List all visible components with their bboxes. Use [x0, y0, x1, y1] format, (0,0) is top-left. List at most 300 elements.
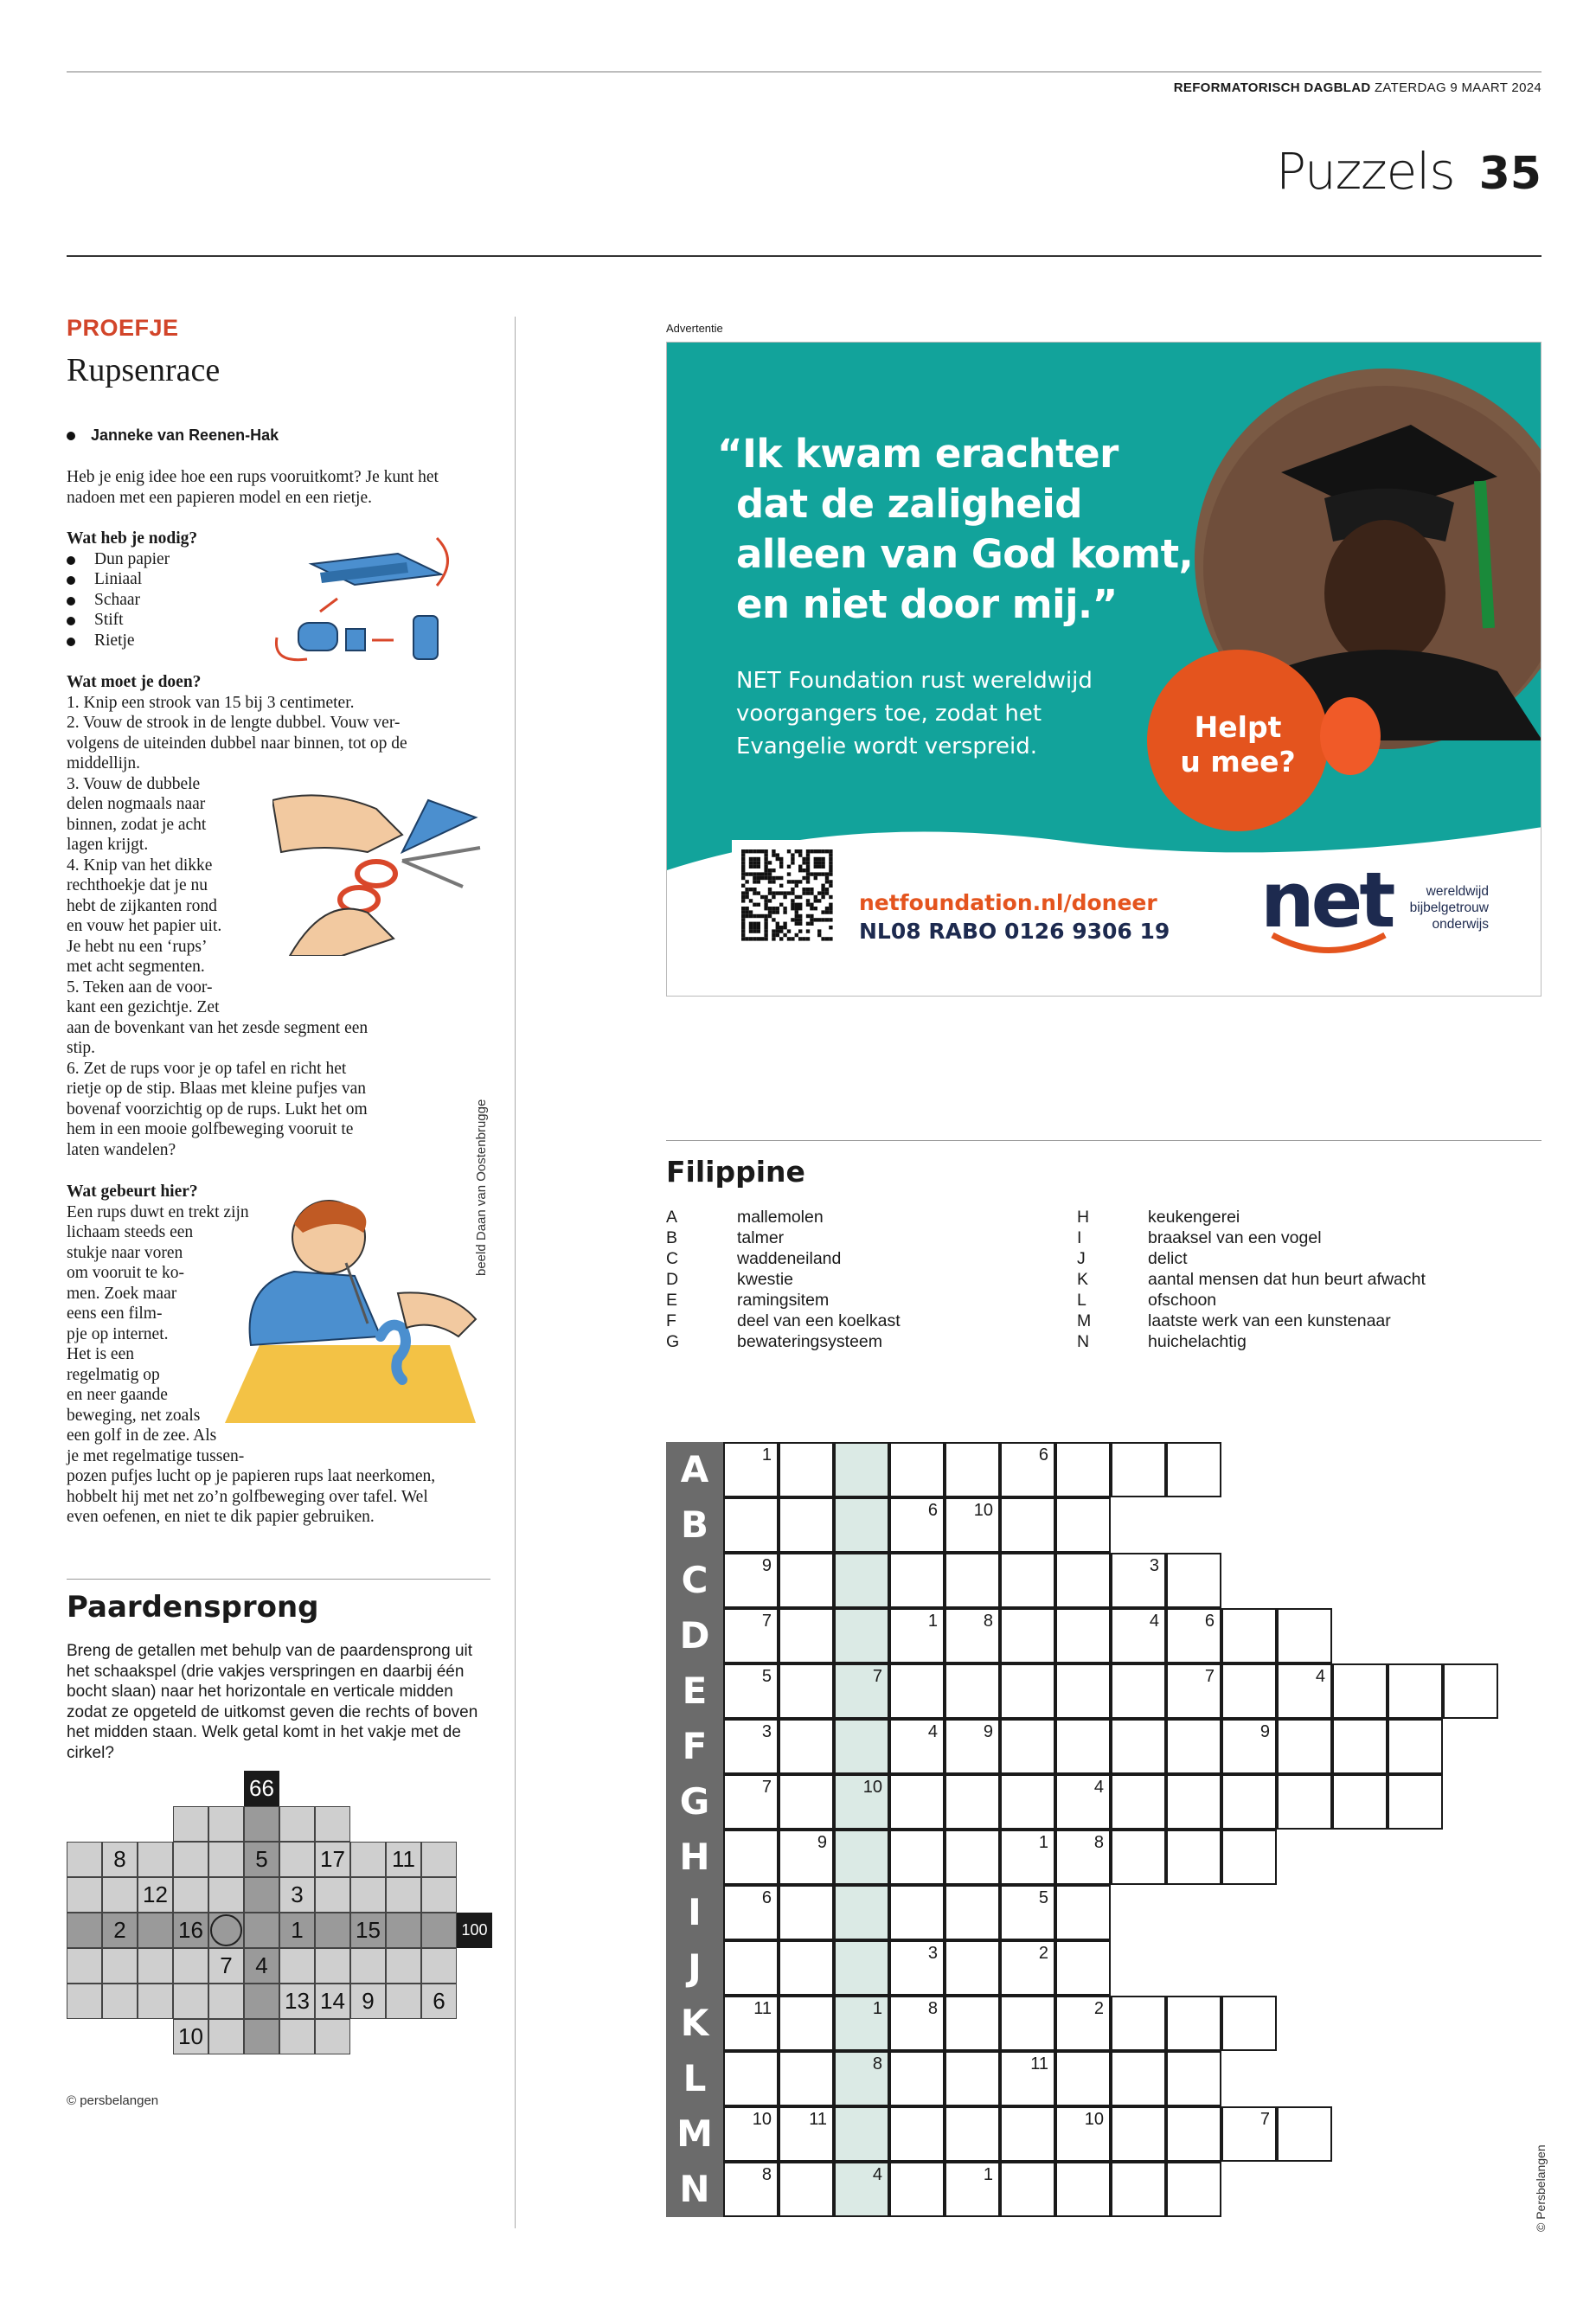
top-target: 66: [244, 1771, 279, 1806]
crossword-cell[interactable]: [834, 1553, 889, 1608]
explain-line: en neer gaande: [67, 1386, 168, 1404]
knight-cell[interactable]: [315, 1948, 350, 1984]
knight-cell[interactable]: 15: [350, 1913, 386, 1948]
crossword-cell[interactable]: [1111, 1830, 1166, 1885]
cell-number: 8: [761, 2165, 772, 2184]
knight-cell[interactable]: [244, 1913, 279, 1948]
crossword-cell[interactable]: [1166, 1608, 1221, 1663]
clue-letter: A: [666, 1208, 678, 1227]
clue-text: deel van een koelkast: [737, 1311, 901, 1330]
step-line: 5. Teken aan de voor-: [67, 977, 213, 997]
explain-line: beweging, net zoals: [67, 1406, 201, 1425]
row-label: E: [666, 1663, 723, 1719]
crossword-cell[interactable]: [1055, 1996, 1111, 2051]
clue-letter: C: [666, 1249, 679, 1268]
crossword-cell[interactable]: [1000, 1830, 1055, 1885]
crossword-cell[interactable]: [834, 1497, 889, 1553]
knight-cell[interactable]: 5: [244, 1842, 279, 1877]
knight-cell[interactable]: [279, 1842, 315, 1877]
crossword-cell[interactable]: [1166, 1663, 1221, 1719]
crossword-cell[interactable]: [889, 1830, 945, 1885]
knight-cell[interactable]: [386, 1984, 421, 2019]
knight-cell[interactable]: [421, 1877, 457, 1913]
crossword-cell[interactable]: [779, 1497, 834, 1553]
explain-line: men. Zoek maar: [67, 1284, 177, 1303]
knight-cell[interactable]: 11: [386, 1842, 421, 1877]
crossword-cell[interactable]: [723, 1553, 779, 1608]
cell-number: 4: [1315, 1667, 1325, 1686]
knight-cell[interactable]: 14: [315, 1984, 350, 2019]
crossword-cell[interactable]: [1221, 1663, 1277, 1719]
crossword-cell[interactable]: [945, 1663, 1000, 1719]
crossword-cell[interactable]: [1000, 2106, 1055, 2162]
knight-cell[interactable]: [421, 1913, 457, 1948]
crossword-cell[interactable]: [1111, 2106, 1166, 2162]
step-line: middellijn.: [67, 754, 141, 772]
crossword-cell[interactable]: [779, 1608, 834, 1663]
tagline-line: bijbelgetrouw: [1409, 901, 1489, 915]
steps-title: Wat moet je doen?: [67, 673, 202, 691]
column-divider: [515, 317, 516, 2228]
crossword-cell[interactable]: [834, 1608, 889, 1663]
boy-illustration: [225, 1189, 484, 1436]
net-tagline: [1394, 883, 1489, 933]
clue-text: waddeneiland: [737, 1249, 842, 1268]
crossword-cell[interactable]: [1277, 2106, 1332, 2162]
crossword-cell[interactable]: [723, 1608, 779, 1663]
page-heading: [1276, 142, 1542, 201]
cell-number: 11: [753, 1999, 772, 2018]
crossword-cell[interactable]: [834, 1885, 889, 1940]
answer-circle[interactable]: [210, 1914, 242, 1946]
explain-line: stukje naar voren: [67, 1243, 183, 1262]
knight-cell[interactable]: [208, 1842, 244, 1877]
row-label: G: [666, 1774, 723, 1830]
net-logo: net: [1260, 856, 1393, 945]
crossword-cell[interactable]: [889, 1442, 945, 1497]
crossword-cell[interactable]: [889, 2106, 945, 2162]
step-line: bovenaf voorzichtig op de rups. Lukt het om: [67, 1099, 368, 1118]
crossword-cell[interactable]: [1166, 2051, 1221, 2106]
crossword-cell[interactable]: [779, 1996, 834, 2051]
knight-cell[interactable]: [102, 1948, 138, 1984]
list-item: Rietje: [67, 631, 326, 651]
knight-cell[interactable]: 3: [279, 1877, 315, 1913]
knight-cell[interactable]: [208, 2019, 244, 2054]
right-target: 100: [457, 1913, 492, 1948]
clue-row: [1077, 1227, 1426, 1248]
crossword-cell[interactable]: [1443, 1663, 1498, 1719]
crossword-cell[interactable]: [889, 1719, 945, 1774]
knight-cell[interactable]: [350, 1877, 386, 1913]
knight-cell[interactable]: 2: [102, 1913, 138, 1948]
needs-title: Wat heb je nodig?: [67, 529, 198, 548]
step-line: lagen krijgt.: [67, 836, 149, 854]
crossword-cell[interactable]: [1055, 1608, 1111, 1663]
crossword-cell[interactable]: [834, 1442, 889, 1497]
crossword-cell[interactable]: [1000, 1996, 1055, 2051]
cell-number: 6: [1038, 1445, 1048, 1465]
crossword-cell[interactable]: [1166, 1442, 1221, 1497]
knight-cell[interactable]: [386, 1948, 421, 1984]
crossword-cell[interactable]: [1111, 1442, 1166, 1497]
cell-number: 9: [817, 1833, 827, 1852]
crossword-cell[interactable]: [723, 1663, 779, 1719]
cell-number: 7: [1259, 2110, 1270, 2129]
crossword-cell[interactable]: [889, 1497, 945, 1553]
crossword-cell[interactable]: [1111, 1774, 1166, 1830]
step-line: hebt de zijkanten rond: [67, 896, 217, 915]
row-label: A: [666, 1442, 723, 1497]
crossword-cell[interactable]: [1000, 1497, 1055, 1553]
crossword-cell[interactable]: [945, 1497, 1000, 1553]
step-line: en vouw het papier uit.: [67, 917, 222, 935]
crossword-cell[interactable]: [1000, 1774, 1055, 1830]
row-label: I: [666, 1885, 723, 1940]
crossword-cell[interactable]: [1277, 1608, 1332, 1663]
crossword-cell[interactable]: [834, 1940, 889, 1996]
step-line: hem in een mooie golfbeweging vooruit te: [67, 1120, 354, 1138]
knight-cell[interactable]: 10: [173, 2019, 208, 2054]
crossword-cell[interactable]: [1000, 1553, 1055, 1608]
crossword-cell[interactable]: [1221, 1830, 1277, 1885]
knight-cell[interactable]: [315, 1913, 350, 1948]
row-label: N: [666, 2162, 723, 2217]
crossword-cell[interactable]: [945, 2106, 1000, 2162]
knight-cell[interactable]: [421, 1842, 457, 1877]
knight-cell[interactable]: [315, 1877, 350, 1913]
crossword-cell[interactable]: [1277, 1774, 1332, 1830]
crossword-cell[interactable]: [889, 1996, 945, 2051]
crossword-cell[interactable]: [779, 1940, 834, 1996]
knight-cell[interactable]: [244, 1984, 279, 2019]
crossword-cell[interactable]: [889, 1608, 945, 1663]
clue-row: [666, 1207, 901, 1227]
crossword-cell[interactable]: [945, 2051, 1000, 2106]
crossword-cell[interactable]: [1111, 1663, 1166, 1719]
crossword-cell[interactable]: [834, 2051, 889, 2106]
crossword-cell[interactable]: [779, 1442, 834, 1497]
crossword-cell[interactable]: [1332, 1774, 1388, 1830]
cell-number: 9: [761, 1556, 772, 1575]
cell-number: 8: [1093, 1833, 1104, 1852]
crossword-cell[interactable]: [723, 2051, 779, 2106]
crossword-cell[interactable]: [1055, 1719, 1111, 1774]
crossword-cell[interactable]: [945, 1608, 1000, 1663]
crossword-cell[interactable]: [889, 2051, 945, 2106]
knight-cell[interactable]: [173, 1842, 208, 1877]
knight-cell[interactable]: [173, 1877, 208, 1913]
crossword-cell[interactable]: [834, 1719, 889, 1774]
crossword-cell[interactable]: [1055, 2162, 1111, 2217]
knight-cell[interactable]: [350, 1842, 386, 1877]
clue-row: [1077, 1290, 1426, 1311]
crossword-cell[interactable]: [945, 1553, 1000, 1608]
crossword-cell[interactable]: [779, 1885, 834, 1940]
quote-line: dat de zaligheid: [736, 481, 1082, 527]
list-item: Liniaal: [67, 569, 326, 590]
crossword-cell[interactable]: [723, 1719, 779, 1774]
crossword-cell[interactable]: [779, 1830, 834, 1885]
step-line: Je hebt nu een ‘rups’: [67, 937, 208, 956]
knight-cell[interactable]: 4: [244, 1948, 279, 1984]
paardensprong-intro: Breng de getallen met behulp van de paardensprong uit het schaakspel (drie vakjes verspringen en daarbij één bocht slaan) naar het horizontale en verticale midden zodat ze opgeteld de uitkomst geven die rechts of boven het midden staan. Welk getal komt in het vakje met de cirkel?: [67, 1642, 478, 1762]
crossword-cell[interactable]: [1332, 1663, 1388, 1719]
crossword-cell[interactable]: [1055, 1497, 1111, 1553]
crossword-cell[interactable]: [779, 1774, 834, 1830]
crossword-cell[interactable]: [1055, 1553, 1111, 1608]
crossword-cell[interactable]: [1055, 1442, 1111, 1497]
knight-cell[interactable]: [279, 1806, 315, 1842]
masthead-rule: [67, 71, 1542, 73]
cell-number: 6: [761, 1888, 772, 1907]
knight-cell[interactable]: [208, 1984, 244, 2019]
crossword-cell[interactable]: [1111, 2051, 1166, 2106]
crossword-cell[interactable]: [779, 1663, 834, 1719]
crossword-cell[interactable]: [889, 1553, 945, 1608]
knight-cell[interactable]: [173, 1948, 208, 1984]
knight-cell[interactable]: [102, 1984, 138, 2019]
knight-cell[interactable]: [138, 1913, 173, 1948]
clue-text: kwestie: [737, 1270, 794, 1289]
clue-text: ofschoon: [1148, 1291, 1217, 1310]
advertisement[interactable]: [666, 342, 1542, 997]
clue-letter: L: [1077, 1291, 1086, 1310]
crossword-cell[interactable]: [1000, 2051, 1055, 2106]
knight-cell[interactable]: 13: [279, 1984, 315, 2019]
crossword-cell[interactable]: [1221, 1774, 1277, 1830]
crossword-cell[interactable]: [834, 1774, 889, 1830]
crossword-cell[interactable]: [1332, 1719, 1388, 1774]
row-label: K: [666, 1996, 723, 2051]
crossword-cell[interactable]: [1055, 1663, 1111, 1719]
cell-number: 8: [983, 1612, 993, 1631]
clue-row: [1077, 1248, 1426, 1269]
crossword-cell[interactable]: [779, 2106, 834, 2162]
crossword-cell[interactable]: [1221, 2106, 1277, 2162]
crossword-cell[interactable]: [1055, 1940, 1111, 1996]
knight-cell[interactable]: [386, 1877, 421, 1913]
crossword-cell[interactable]: [1277, 1663, 1332, 1719]
knight-cell[interactable]: 1: [279, 1913, 315, 1948]
ad-cta[interactable]: [1147, 710, 1329, 779]
crossword-cell[interactable]: [1111, 1553, 1166, 1608]
crossword-cell[interactable]: [1388, 1774, 1443, 1830]
crossword-cell[interactable]: [1166, 1719, 1221, 1774]
knight-cell[interactable]: [315, 1806, 350, 1842]
crossword-cell[interactable]: [834, 2162, 889, 2217]
clue-letter: B: [666, 1228, 678, 1247]
list-item: Dun papier: [67, 549, 326, 570]
knight-cell[interactable]: [208, 1877, 244, 1913]
crossword-cell[interactable]: [1166, 1996, 1221, 2051]
crossword-cell[interactable]: [779, 1719, 834, 1774]
crossword-cell[interactable]: [779, 2051, 834, 2106]
clues-right: [1077, 1207, 1426, 1352]
crossword-cell[interactable]: [723, 1940, 779, 1996]
crossword-cell[interactable]: [1221, 1996, 1277, 2051]
crossword-cell[interactable]: [1055, 1885, 1111, 1940]
crossword-cell[interactable]: [834, 1663, 889, 1719]
crossword-cell[interactable]: [723, 1497, 779, 1553]
crossword-cell[interactable]: [1000, 2162, 1055, 2217]
knight-cell[interactable]: 12: [138, 1877, 173, 1913]
crossword-cell[interactable]: [945, 2162, 1000, 2217]
knight-cell[interactable]: 17: [315, 1842, 350, 1877]
crossword-cell[interactable]: [1000, 1719, 1055, 1774]
knight-cell[interactable]: 16: [173, 1913, 208, 1948]
knight-cell[interactable]: [138, 1842, 173, 1877]
crossword-cell[interactable]: [1388, 1719, 1443, 1774]
knight-cell[interactable]: [421, 1948, 457, 1984]
crossword-cell[interactable]: [889, 1774, 945, 1830]
crossword-cell[interactable]: [1166, 2162, 1221, 2217]
knight-cell[interactable]: [138, 1984, 173, 2019]
crossword-cell[interactable]: [1055, 1774, 1111, 1830]
crossword-cell[interactable]: [1111, 2162, 1166, 2217]
net-logo-swoosh: [1264, 931, 1394, 965]
filippine-copyright: © Persbelangen: [1534, 2144, 1548, 2232]
knight-cell[interactable]: [386, 1913, 421, 1948]
paper-dateline: [1174, 80, 1542, 95]
knight-cell[interactable]: [244, 1877, 279, 1913]
crossword-cell[interactable]: [1277, 1719, 1332, 1774]
explain-line: een golf in de zee. Als: [67, 1426, 217, 1445]
step-line: 3. Vouw de dubbele: [67, 774, 201, 793]
explain-title: Wat gebeurt hier?: [67, 1183, 198, 1201]
knight-cell[interactable]: [67, 1984, 102, 2019]
crossword-cell[interactable]: [723, 1774, 779, 1830]
section-title: Puzzels: [1276, 142, 1455, 201]
list-item: Schaar: [67, 590, 326, 611]
clue-text: keukengerei: [1148, 1208, 1240, 1227]
knight-cell[interactable]: [244, 1806, 279, 1842]
proefje-title: Rupsenrace: [67, 352, 221, 388]
knight-cell[interactable]: [173, 1806, 208, 1842]
crossword-cell[interactable]: [945, 1940, 1000, 1996]
knight-cell[interactable]: [279, 2019, 315, 2054]
clue-text: laatste werk van een kunstenaar: [1148, 1311, 1391, 1330]
knight-cell[interactable]: [173, 1984, 208, 2019]
crossword-cell[interactable]: [1000, 1885, 1055, 1940]
knight-cell[interactable]: [67, 1842, 102, 1877]
clues-left: [666, 1207, 901, 1352]
quote-line: “Ik kwam erachter: [717, 431, 1118, 477]
crossword-cell[interactable]: [1166, 2106, 1221, 2162]
knight-cell[interactable]: [67, 1877, 102, 1913]
tagline-line: wereldwijd: [1426, 884, 1489, 899]
crossword-cell[interactable]: [1111, 1719, 1166, 1774]
crossword-cell[interactable]: [834, 1830, 889, 1885]
knight-cell[interactable]: 9: [350, 1984, 386, 2019]
crossword-cell[interactable]: [1221, 1608, 1277, 1663]
cell-number: 1: [872, 1999, 882, 2018]
knight-cell[interactable]: 8: [102, 1842, 138, 1877]
paardensprong-copyright: © persbelangen: [67, 2093, 159, 2108]
crossword-cell[interactable]: [1000, 1940, 1055, 1996]
crossword-cell[interactable]: [1166, 1553, 1221, 1608]
cell-number: 2: [1038, 1944, 1048, 1963]
crossword-cell[interactable]: [945, 1885, 1000, 1940]
knight-cell[interactable]: [279, 1948, 315, 1984]
crossword-cell[interactable]: [889, 1885, 945, 1940]
crossword-cell[interactable]: [1055, 2051, 1111, 2106]
cell-number: 5: [761, 1667, 772, 1686]
cell-number: 1: [1038, 1833, 1048, 1852]
crossword-cell[interactable]: [834, 2106, 889, 2162]
crossword-cell[interactable]: [1055, 1830, 1111, 1885]
crossword-cell[interactable]: [834, 1996, 889, 2051]
crossword-cell[interactable]: [1166, 1774, 1221, 1830]
clue-letter: J: [1077, 1249, 1086, 1268]
knight-cell[interactable]: [244, 2019, 279, 2054]
crossword-cell[interactable]: [889, 2162, 945, 2217]
crossword-cell[interactable]: [723, 1996, 779, 2051]
crossword-cell[interactable]: [945, 1996, 1000, 2051]
crossword-cell[interactable]: [1111, 1608, 1166, 1663]
knight-cell[interactable]: [350, 1948, 386, 1984]
knight-cell[interactable]: [67, 1913, 102, 1948]
knight-cell[interactable]: [138, 1948, 173, 1984]
crossword-cell[interactable]: [1166, 1830, 1221, 1885]
crossword-cell[interactable]: [1000, 1608, 1055, 1663]
cell-number: 2: [1093, 1999, 1104, 2018]
explain-line: regelmatig op: [67, 1365, 160, 1384]
knight-cell[interactable]: [315, 2019, 350, 2054]
crossword-cell[interactable]: [1055, 2106, 1111, 2162]
crossword-cell[interactable]: [723, 1885, 779, 1940]
crossword-cell[interactable]: [723, 2162, 779, 2217]
crossword-cell[interactable]: [779, 1553, 834, 1608]
clue-letter: H: [1077, 1208, 1090, 1227]
issue-date: ZATERDAG 9 MAART 2024: [1374, 80, 1542, 95]
crossword-cell[interactable]: [1111, 1996, 1166, 2051]
crossword-cell[interactable]: [945, 1719, 1000, 1774]
crossword-cell[interactable]: [945, 1442, 1000, 1497]
crossword-cell[interactable]: [1221, 1719, 1277, 1774]
crossword-cell[interactable]: [945, 1830, 1000, 1885]
crossword-cell[interactable]: [1000, 1663, 1055, 1719]
clue-letter: E: [666, 1291, 678, 1310]
crossword-cell[interactable]: [779, 2162, 834, 2217]
body-line: NET Foundation rust wereldwijd: [736, 668, 1093, 694]
step-line: rietje op de stip. Blaas met kleine pufjes van: [67, 1080, 367, 1098]
crossword-cell[interactable]: [945, 1774, 1000, 1830]
crossword-cell[interactable]: [1388, 1663, 1443, 1719]
cell-number: 10: [752, 2110, 772, 2129]
step-line: delen nogmaals naar: [67, 795, 206, 813]
filippine-title: Filippine: [666, 1155, 805, 1189]
knight-cell[interactable]: [67, 1948, 102, 1984]
clue-row: [1077, 1331, 1426, 1352]
knight-cell[interactable]: 6: [421, 1984, 457, 2019]
knight-cell[interactable]: [208, 1806, 244, 1842]
crossword-cell[interactable]: [889, 1663, 945, 1719]
clue-row: [666, 1248, 901, 1269]
crossword-cell[interactable]: [723, 1830, 779, 1885]
body-line: Evangelie wordt verspreid.: [736, 734, 1038, 760]
ad-iban: NL08 RABO 0126 9306 19: [859, 919, 1170, 944]
crossword-cell[interactable]: [723, 2106, 779, 2162]
clue-row: [666, 1227, 901, 1248]
crossword-cell[interactable]: [723, 1442, 779, 1497]
knight-cell[interactable]: [102, 1877, 138, 1913]
ad-url[interactable]: netfoundation.nl/doneer: [859, 890, 1157, 915]
crossword-cell[interactable]: [889, 1940, 945, 1996]
clue-text: mallemolen: [737, 1208, 824, 1227]
crossword-cell[interactable]: [1000, 1442, 1055, 1497]
knight-cell[interactable]: 7: [208, 1948, 244, 1984]
